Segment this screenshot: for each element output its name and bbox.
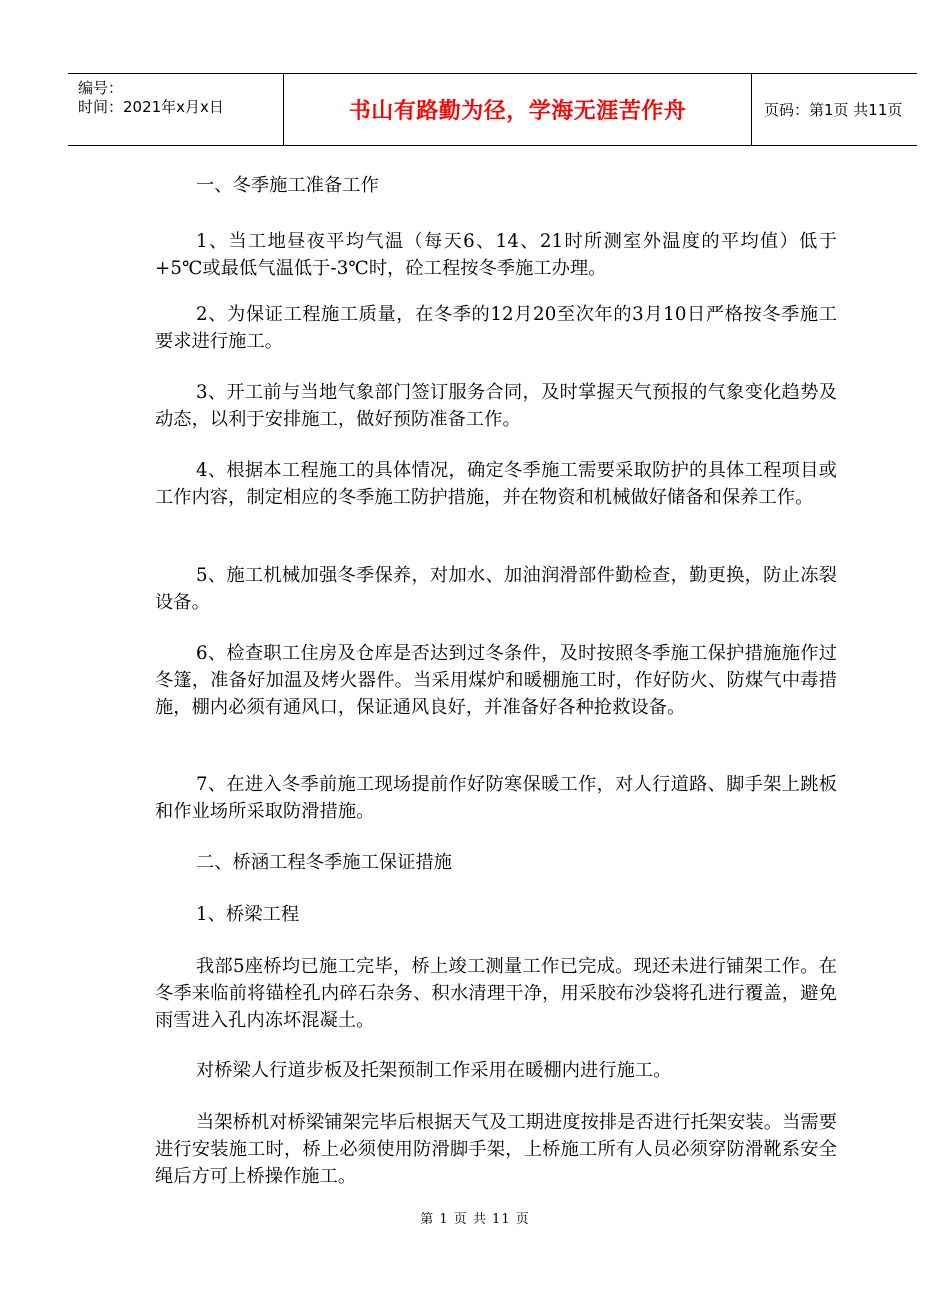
document-header [68, 73, 917, 146]
body-paragraph: 对桥梁人行道步板及托架预制工作采用在暖棚内进行施工。 [196, 1060, 672, 1081]
serial-number-label: 编号： [78, 79, 124, 97]
page-footer: 第 1 页 共 11 页 [420, 1212, 530, 1227]
page-info: 页码：第1页 共11页 [764, 101, 903, 119]
subsection-heading: 1、桥梁工程 [196, 904, 300, 925]
body-paragraph: 5、施工机械加强冬季保养，对加水、加油润滑部件勤检查，勤更换，防止冻裂设备。 [155, 565, 837, 613]
header-meta-cell [68, 74, 284, 145]
body-paragraph: 当架桥机对桥梁铺架完毕后根据天气及工期进度按排是否进行托架安装。当需要进行安装施工时，桥上必须使用防滑脚手架，上桥施工所有人员必须穿防滑靴系安全绳后方可上桥操作施工。 [155, 1112, 837, 1187]
body-paragraph: 2、为保证工程施工质量，在冬季的12月20至次年的3月10日严格按冬季施工要求进行施工。 [155, 304, 837, 352]
motto-text: 书山有路勤为径，学海无涯苦作舟 [348, 99, 687, 124]
body-paragraph: 我部5座桥均已施工完毕，桥上竣工测量工作已完成。现还未进行铺架工作。在冬季来临前将锚栓孔内碎石杂务、积水清理干净，用采胶布沙袋将孔进行覆盖，避免雨雪进入孔内冻坏混凝土。 [155, 956, 837, 1031]
body-paragraph: 7、在进入冬季前施工现场提前作好防寒保暖工作，对人行道路、脚手架上跳板和作业场所采取防滑措施。 [155, 774, 837, 822]
body-paragraph: 6、检查职工住房及仓库是否达到过冬条件，及时按照冬季施工保护措施施作过冬篷，准备好加温及烤火器件。当采用煤炉和暖棚施工时，作好防火、防煤气中毒措施，棚内必须有通风口，保证通风良好，并准备好各种抢救设备。 [155, 643, 837, 718]
body-paragraph: 3、开工前与当地气象部门签订服务合同，及时掌握天气预报的气象变化趋势及动态，以利于安排施工，做好预防准备工作。 [155, 382, 837, 430]
body-paragraph: 1、当工地昼夜平均气温（每天6、14、21时所测室外温度的平均值）低于+5℃或最低气温低于-3℃时，砼工程按冬季施工办理。 [155, 231, 837, 279]
header-page-cell [752, 74, 917, 145]
header-motto-cell [284, 74, 752, 145]
section-heading: 二、桥涵工程冬季施工保证措施 [196, 852, 453, 873]
time-label: 时间：2021年x月x日 [78, 98, 224, 116]
body-paragraph: 4、根据本工程施工的具体情况，确定冬季施工需要采取防护的具体工程项目或工作内容，制定相应的冬季施工防护措施，并在物资和机械做好储备和保养工作。 [155, 460, 837, 508]
section-heading: 一、冬季施工准备工作 [196, 175, 379, 196]
